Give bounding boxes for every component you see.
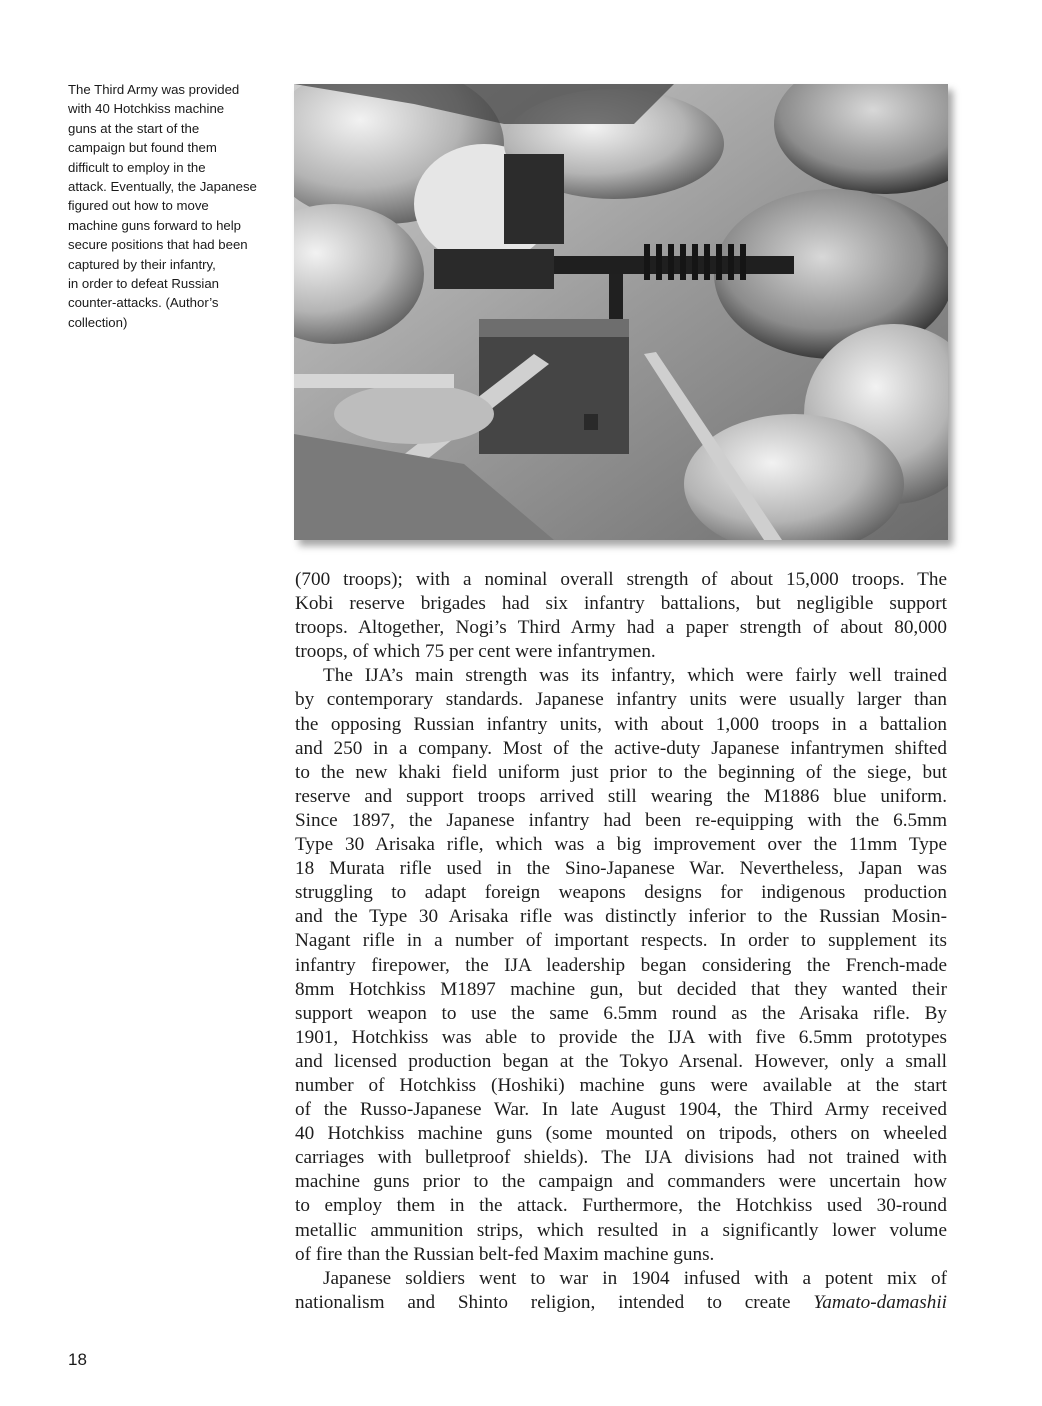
text-line: to employ them in the attack. Furthermore, the Hotchkiss used 30-round <box>295 1195 947 1217</box>
caption-line: campaign but found them <box>68 140 217 156</box>
caption-line: captured by their infantry, <box>68 256 216 272</box>
page-number: 18 <box>68 1350 87 1369</box>
text-line: of the Russo-Japanese War. In late August 1904, the Third Army received <box>295 1099 947 1121</box>
text-line <box>295 1291 947 1315</box>
caption-line: The Third Army was provided <box>68 82 240 97</box>
text-line: carriages with bulletproof shields). The IJA divisions had not trained with <box>295 1147 947 1169</box>
text-line: Nagant rifle in a number of important respects. In order to supplement its <box>295 930 947 952</box>
text-line: Since 1897, the Japanese infantry had been re-equipping with the 6.5mm <box>295 809 947 831</box>
italic-term: Yamato-damashii <box>813 1291 948 1313</box>
text-line: metallic ammunition strips, which resulted in a significantly lower volume <box>295 1219 947 1241</box>
caption-line: with 40 Hotchkiss machine <box>68 101 225 117</box>
text-line: troops, of which 75 per cent were infantrymen. <box>295 641 656 663</box>
text-line: Kobi reserve brigades had six infantry battalions, but negligible support <box>295 593 947 615</box>
text-line: Japanese soldiers went to war in 1904 infused with a potent mix of <box>323 1267 947 1289</box>
text-line: by contemporary standards. Japanese infantry units were usually larger than <box>295 689 947 711</box>
text-line: to the new khaki field uniform just prior to the beginning of the siege, but <box>295 761 947 783</box>
caption-line: difficult to employ in the <box>68 159 206 175</box>
text-line: and 250 in a company. Most of the active-duty Japanese infantrymen shifted <box>295 737 947 759</box>
text-line: 40 Hotchkiss machine guns (some mounted on tripods, others on wheeled <box>295 1123 947 1145</box>
text-line: the opposing Russian infantry units, with about 1,000 troops in a battalion <box>295 713 947 735</box>
caption-line: in order to defeat Russian <box>68 276 220 292</box>
caption-line: figured out how to move <box>68 198 209 214</box>
caption-line: counter-attacks. (Author’s <box>68 295 219 311</box>
text-line: Type 30 Arisaka rifle, which was a big improvement over the 11mm Type <box>295 834 947 856</box>
text-line: 8mm Hotchkiss M1897 machine gun, but decided that they wanted their <box>295 978 947 1000</box>
machine-gun-photo <box>294 84 948 540</box>
body-text <box>295 568 947 1315</box>
text-line: struggling to adapt foreign weapons designs for indigenous production <box>295 882 947 904</box>
caption-line: attack. Eventually, the Japanese <box>68 179 257 195</box>
caption-line: guns at the start of the <box>68 120 200 136</box>
text-segment: nationalism and Shinto religion, intended to create <box>295 1291 791 1313</box>
caption-line: machine guns forward to help <box>68 217 242 233</box>
text-line: 1901, Hotchkiss was able to provide the IJA with five 6.5mm prototypes <box>295 1026 947 1048</box>
caption-line: collection) <box>68 314 128 330</box>
caption-line: secure positions that had been <box>68 237 248 253</box>
text-line: troops. Altogether, Nogi’s Third Army had a paper strength of about 80,000 <box>295 617 947 639</box>
text-line: The IJA’s main strength was its infantry, which were fairly well trained <box>323 665 947 687</box>
photo-caption <box>68 80 268 332</box>
text-line: machine guns prior to the campaign and commanders were uncertain how <box>295 1171 947 1193</box>
text-line: (700 troops); with a nominal overall strength of about 15,000 troops. The <box>295 569 947 590</box>
text-line: support weapon to use the same 6.5mm round as the Arisaka rifle. By <box>295 1002 947 1024</box>
text-line: reserve and support troops arrived still wearing the M1886 blue uniform. <box>295 785 947 807</box>
text-line: of fire than the Russian belt-fed Maxim machine guns. <box>295 1243 715 1265</box>
text-line: infantry firepower, the IJA leadership began considering the French-made <box>295 954 947 976</box>
text-line: number of Hotchkiss (Hoshiki) machine guns were available at the start <box>295 1074 947 1096</box>
text-line: and licensed production began at the Tokyo Arsenal. However, only a small <box>295 1050 947 1072</box>
text-line: and the Type 30 Arisaka rifle was distinctly inferior to the Russian Mosin- <box>295 906 947 928</box>
text-line: 18 Murata rifle used in the Sino-Japanese War. Nevertheless, Japan was <box>295 858 947 880</box>
